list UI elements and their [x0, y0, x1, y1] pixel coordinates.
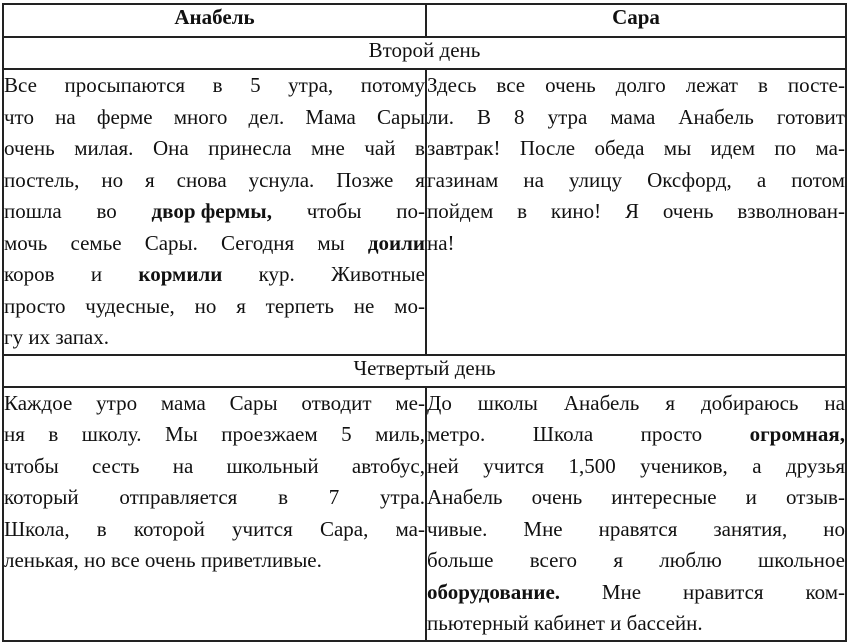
- word: Сара,: [319, 516, 369, 541]
- bold-word: оборудование.: [427, 579, 561, 604]
- word: Позже: [336, 167, 394, 192]
- word: Сары.: [144, 230, 198, 255]
- text-line: [4, 291, 425, 323]
- word: посте-: [787, 73, 845, 97]
- word: принесла: [208, 136, 292, 160]
- word: Сегодня: [221, 230, 295, 255]
- word: что: [4, 104, 34, 129]
- word: кино!: [550, 199, 602, 223]
- word: ком-: [805, 579, 845, 604]
- word: очень: [531, 485, 583, 509]
- word: отводит: [301, 390, 372, 415]
- word: больше: [427, 548, 494, 572]
- word: лежат: [685, 73, 738, 97]
- text-line: [427, 70, 845, 102]
- word: не: [353, 293, 375, 318]
- text-line: [427, 133, 845, 165]
- word: отправляется: [119, 485, 238, 509]
- word: взволнован-: [737, 199, 845, 223]
- word: ней: [427, 453, 459, 478]
- word: а: [756, 167, 767, 192]
- word: школьное: [758, 548, 845, 572]
- text-line: [427, 165, 845, 197]
- word: долго: [615, 73, 666, 97]
- header-sara: Сара: [426, 4, 846, 37]
- bold-word: огромная,: [749, 422, 845, 446]
- word: милая.: [74, 136, 134, 160]
- text-line: [427, 388, 845, 420]
- word: После: [519, 136, 576, 160]
- word: обеда: [594, 136, 645, 160]
- word: терпеть: [265, 293, 334, 318]
- word: ме-: [395, 390, 425, 415]
- word: школьный: [226, 453, 319, 478]
- word: снова: [176, 167, 227, 192]
- anabel-entry-day4: [3, 387, 426, 641]
- word: просыпаются: [64, 73, 186, 97]
- sara-entry-day4: [426, 387, 846, 641]
- word: Животные: [331, 262, 425, 286]
- word: всего: [529, 548, 578, 572]
- word: мне: [310, 136, 345, 160]
- word: чтобы: [4, 453, 59, 478]
- text-line: [4, 419, 425, 451]
- word: на!: [427, 230, 455, 255]
- word: на: [824, 390, 845, 415]
- bold-word: доили: [367, 230, 425, 255]
- word: дел.: [248, 104, 285, 129]
- entry-text: [427, 70, 845, 259]
- word: постель,: [4, 167, 80, 192]
- word: Каждое: [4, 390, 73, 415]
- word: Я: [624, 199, 639, 223]
- word: Анабель: [678, 104, 754, 129]
- word: утра: [547, 104, 588, 129]
- word: и: [90, 262, 103, 286]
- text-line: [4, 259, 425, 291]
- word: Анабель: [563, 390, 640, 415]
- word: добираюсь: [700, 390, 799, 415]
- word: Оксфорд,: [647, 167, 732, 192]
- text-line: [4, 228, 425, 260]
- word: 8: [514, 104, 525, 129]
- word: школы: [477, 390, 538, 415]
- text-line: [427, 419, 845, 451]
- text-line: [4, 545, 425, 577]
- word: улицу: [568, 167, 623, 192]
- word: на: [523, 167, 544, 192]
- word: потому: [360, 73, 425, 97]
- word: но: [101, 167, 124, 192]
- word: мо-: [394, 293, 425, 318]
- word: автобус,: [351, 453, 425, 478]
- word: в: [757, 73, 768, 97]
- word: школу.: [81, 422, 142, 446]
- text-line: [4, 451, 425, 483]
- word: ня: [4, 422, 25, 446]
- header-anabel: Анабель: [3, 4, 426, 37]
- section-title-day2: Второй день: [3, 37, 846, 69]
- word: я: [145, 167, 155, 192]
- word: все: [496, 73, 526, 97]
- word: нравятся: [598, 516, 678, 541]
- text-line: [427, 451, 845, 483]
- word: 5: [341, 422, 352, 446]
- word: я: [665, 390, 675, 415]
- word: газинам: [427, 167, 499, 192]
- word: интересные: [611, 485, 717, 509]
- text-line: [4, 388, 425, 420]
- word: потом: [791, 167, 845, 192]
- text-line: [4, 70, 425, 102]
- word: по-: [396, 199, 425, 223]
- text-line: [427, 577, 845, 609]
- word: миль,: [375, 422, 425, 446]
- word: Все: [4, 73, 37, 97]
- word: в: [212, 73, 223, 97]
- word: Школа,: [4, 516, 70, 541]
- word: сесть: [91, 453, 140, 478]
- word: занятия,: [713, 516, 788, 541]
- word: мочь: [4, 230, 48, 255]
- word: мама: [610, 104, 656, 129]
- text-line: [4, 165, 425, 197]
- text-line: [4, 482, 425, 514]
- header-row: [3, 4, 846, 37]
- bold-word: кормили: [138, 262, 223, 286]
- entry-text: [427, 388, 845, 640]
- word: ма-: [395, 516, 425, 541]
- word: люблю: [659, 548, 722, 572]
- word: Она: [152, 136, 189, 160]
- word: чтобы: [306, 199, 362, 223]
- word: который: [4, 485, 79, 509]
- word: много: [173, 104, 228, 129]
- word: чай: [364, 136, 396, 160]
- word: учеников,: [640, 453, 728, 478]
- word: ферме: [96, 104, 153, 129]
- text-line: [427, 228, 845, 260]
- section-title-day4: Четвертый день: [3, 355, 846, 387]
- word: Сары: [377, 104, 425, 129]
- word: в: [96, 516, 107, 541]
- word: Мама: [305, 104, 356, 129]
- word: 5: [250, 73, 261, 97]
- word: учится: [483, 453, 544, 478]
- word: я: [415, 167, 425, 192]
- section-row: [3, 37, 846, 69]
- word: утро: [96, 390, 138, 415]
- diary-table: [2, 3, 847, 642]
- text-line: [4, 514, 425, 546]
- word: чивые.: [427, 516, 488, 541]
- word: просто: [640, 422, 703, 446]
- text-line: [427, 545, 845, 577]
- word: мы: [317, 230, 345, 255]
- word: мы: [663, 136, 692, 160]
- sara-entry-day2: [426, 69, 846, 355]
- text-line: [427, 196, 845, 228]
- word: ленькая, но все очень приветливые.: [4, 548, 322, 572]
- word: пойдем: [427, 199, 494, 223]
- word: в: [517, 199, 528, 223]
- word: готовит: [776, 104, 845, 129]
- word: друзья: [786, 453, 845, 478]
- word: чудесные,: [85, 293, 175, 318]
- word: но: [823, 516, 845, 541]
- word: семье: [70, 230, 122, 255]
- word: очень: [545, 73, 596, 97]
- word: кур.: [258, 262, 295, 286]
- word: я: [236, 293, 246, 318]
- word: уснула.: [248, 167, 315, 192]
- word: гу их запах.: [4, 325, 109, 349]
- word: а: [752, 453, 762, 478]
- word: ма-: [815, 136, 845, 160]
- word: утра,: [288, 73, 334, 97]
- word: я: [613, 548, 623, 572]
- word: До: [427, 390, 452, 415]
- word: которой: [133, 516, 205, 541]
- word: Сары: [229, 390, 278, 415]
- word: проезжаем: [221, 422, 318, 446]
- entry-text: [4, 388, 425, 577]
- word: Здесь: [427, 73, 477, 97]
- text-line: [427, 608, 845, 640]
- word: В: [477, 104, 492, 129]
- word: на: [172, 453, 194, 478]
- text-line: [427, 514, 845, 546]
- word: просто: [4, 293, 66, 318]
- word: метро.: [427, 422, 486, 446]
- word: Мне: [601, 579, 642, 604]
- word: во: [96, 199, 117, 223]
- word: пошла: [4, 199, 62, 223]
- word: идем: [710, 136, 756, 160]
- anabel-entry-day2: [3, 69, 426, 355]
- text-line: [4, 102, 425, 134]
- text-line: [427, 102, 845, 134]
- word: 1,500: [568, 453, 616, 478]
- bold-word: двор фермы,: [151, 199, 272, 223]
- section-row: [3, 355, 846, 387]
- word: Школа: [532, 422, 594, 446]
- word: в: [48, 422, 59, 446]
- entry-row: [3, 69, 846, 355]
- word: очень: [4, 136, 55, 160]
- word: по: [774, 136, 797, 160]
- word: пьютерный кабинет и бассейн.: [427, 611, 703, 635]
- text-line: [4, 133, 425, 165]
- word: отзыв-: [785, 485, 845, 509]
- word: Анабель: [427, 485, 503, 509]
- word: в: [278, 485, 288, 509]
- text-line: [4, 196, 425, 228]
- text-line: [427, 482, 845, 514]
- entry-text: [4, 70, 425, 354]
- word: 7: [328, 485, 340, 509]
- word: коров: [4, 262, 55, 286]
- word: на: [55, 104, 76, 129]
- entry-row: [3, 387, 846, 641]
- word: учится: [232, 516, 293, 541]
- word: завтрак!: [427, 136, 501, 160]
- word: Мы: [164, 422, 198, 446]
- word: очень: [662, 199, 714, 223]
- word: и: [745, 485, 757, 509]
- word: утра.: [379, 485, 425, 509]
- word: мама: [160, 390, 206, 415]
- word: нравится: [682, 579, 764, 604]
- word: ли.: [427, 104, 454, 129]
- word: в: [415, 136, 425, 160]
- word: но: [194, 293, 217, 318]
- word: Мне: [523, 516, 563, 541]
- text-line: [4, 322, 425, 354]
